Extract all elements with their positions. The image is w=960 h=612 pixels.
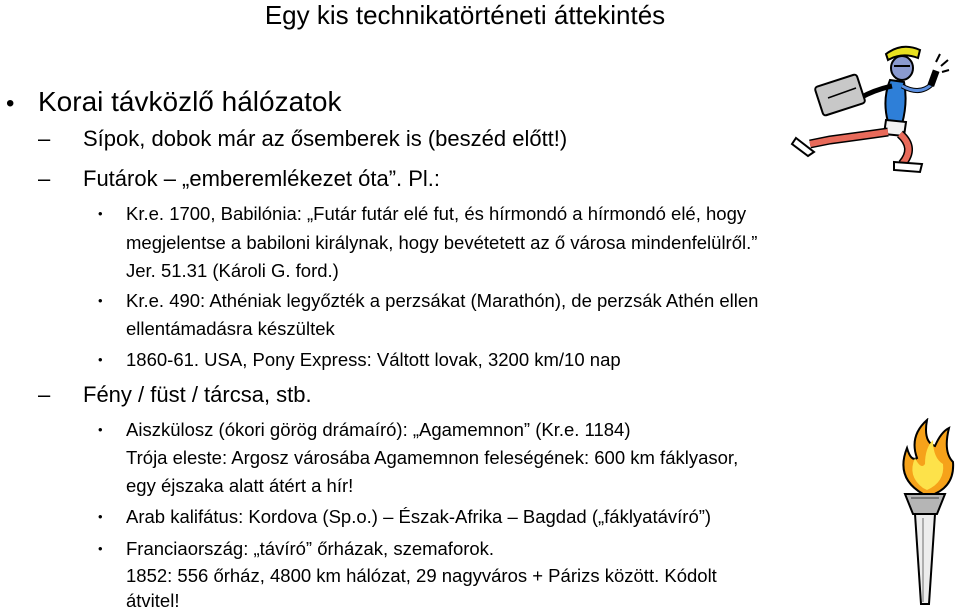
babilon-line-2: megjelentse a babiloni királynak, hogy bevétetett az ő városa mindenfelülről.” bbox=[126, 232, 758, 253]
pony-express-line: 1860-61. USA, Pony Express: Váltott lovak, 3200 km/10 nap bbox=[126, 349, 621, 370]
athen-line-1: Kr.e. 490: Athéniak legyőzték a perzsákat (Marathón), de perzsák Athén ellen bbox=[126, 290, 759, 311]
franciaorszag-line-3: átvitel! bbox=[126, 590, 180, 611]
bullet-marker: • bbox=[98, 422, 103, 437]
heading-korai-tavkozlo: Korai távközlő hálózatok bbox=[38, 86, 342, 117]
bullet-level1: • bbox=[6, 90, 15, 117]
franciaorszag-line-2: 1852: 556 őrház, 4800 km hálózat, 29 nagyváros + Párizs között. Kódolt bbox=[126, 565, 717, 586]
franciaorszag-line-1: Franciaország: „távíró” őrházak, szemaforok. bbox=[126, 538, 495, 559]
arab-kalifatus-line: Arab kalifátus: Kordova (Sp.o.) – Észak-Afrika – Bagdad („fáklyatávíró”) bbox=[126, 506, 712, 527]
bullet-marker: • bbox=[98, 509, 103, 524]
bullet-marker: • bbox=[98, 293, 103, 308]
dash-marker: – bbox=[38, 166, 51, 191]
babilon-line-1: Kr.e. 1700, Babilónia: „Futár futár elé fut, és hírmondó a hírmondó elé, hogy bbox=[126, 203, 747, 224]
slide-title: Egy kis technikatörténeti áttekintés bbox=[264, 0, 666, 30]
item-sipok-dobok: Sípok, dobok már az ősemberek is (beszéd előtt!) bbox=[83, 126, 568, 151]
aiszkulosz-line-2: Trója eleste: Argosz városába Agamemnon feleségének: 600 km fáklyasor, bbox=[126, 447, 739, 468]
torch-clipart bbox=[893, 418, 957, 608]
dash-marker: – bbox=[38, 126, 51, 151]
bullet-marker: • bbox=[98, 541, 103, 556]
dash-marker: – bbox=[38, 382, 51, 407]
item-feny-fust: Fény / füst / tárcsa, stb. bbox=[83, 382, 312, 407]
aiszkulosz-line-3: egy éjszaka alatt átért a hír! bbox=[126, 475, 354, 496]
aiszkulosz-line-1: Aiszkülosz (ókori görög drámaíró): „Agamemnon” (Kr.e. 1184) bbox=[126, 419, 631, 440]
bullet-marker: • bbox=[98, 206, 103, 221]
item-futarok: Futárok – „emberemlékezet óta”. Pl.: bbox=[83, 166, 441, 191]
athen-line-2: ellentámadásra készültek bbox=[126, 318, 335, 339]
babilon-line-3: Jer. 51.31 (Károli G. ford.) bbox=[126, 260, 339, 281]
bullet-marker: • bbox=[98, 352, 103, 367]
runner-clipart bbox=[790, 40, 950, 180]
